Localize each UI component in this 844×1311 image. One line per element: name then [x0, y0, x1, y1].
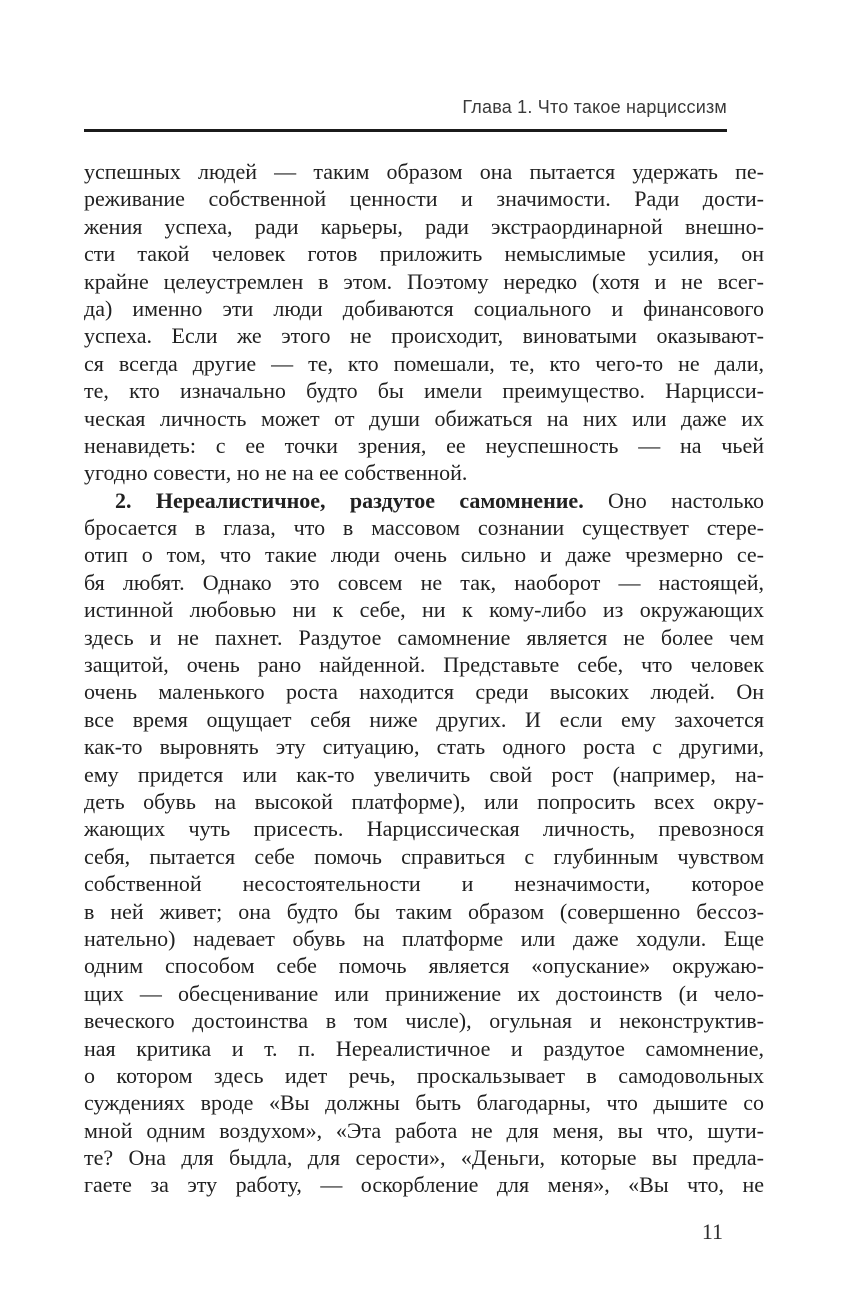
text-line: 2. Нереалистичное, раздутое самомнение. Оно настолько	[115, 487, 764, 513]
text-line: защитой, очень рано найденной. Представьте себе, что человек	[84, 652, 764, 678]
text-line: ся всегда другие — те, кто помешали, те, кто чего-то не дали,	[84, 350, 764, 376]
text-line: щих — обесценивание или принижение их достоинств (и чело-	[84, 980, 764, 1006]
text-line: бросается в глаза, что в массовом сознании существует стере-	[84, 515, 764, 541]
header-rule-divider	[84, 129, 727, 132]
text-line: гаете за эту работу, — оскорбление для меня», «Вы что, не	[84, 1172, 764, 1198]
text-line: как-то выровнять эту ситуацию, стать одного роста с другими,	[84, 734, 764, 760]
text-line: в ней живет; она будто бы таким образом (совершенно бессоз-	[84, 898, 764, 924]
text-line: истинной любовью ни к себе, ни к кому-либо из окружающих	[84, 597, 764, 623]
text-line: жающих чуть присесть. Нарциссическая личность, превознося	[84, 816, 764, 842]
text-line: ческая личность может от души обижаться на них или даже их	[84, 405, 764, 431]
text-line: ненавидеть: с ее точки зрения, ее неуспешность — на чьей	[84, 432, 764, 458]
text-line: успеха. Если же этого не происходит, виноватыми оказывают-	[84, 323, 764, 349]
text-line: угодно совести, но не на ее собственной.	[84, 460, 468, 486]
text-line: бя любят. Однако это совсем не так, наоборот — настоящей,	[84, 569, 764, 595]
text-line: сти такой человек готов приложить немыслимые усилия, он	[84, 241, 764, 267]
text-line: успешных людей — таким образом она пытается удержать пе-	[84, 159, 764, 184]
text-line: реживание собственной ценности и значимости. Ради дости-	[84, 186, 764, 212]
text-line: собственной несостоятельности и незначимости, которое	[84, 871, 764, 897]
text-line: да) именно эти люди добиваются социального и финансового	[84, 295, 764, 321]
text-line: здесь и не пахнет. Раздутое самомнение является не более чем	[84, 624, 764, 650]
text-block	[84, 158, 764, 1199]
text-line: о котором здесь идет речь, проскальзывает в самодовольных	[84, 1062, 764, 1088]
text-line: себя, пытается себе помочь справиться с глубинным чувством	[84, 843, 764, 869]
page-number: 11	[701, 1219, 723, 1244]
text-line: ная критика и т. п. Нереалистичное и раздутое самомнение,	[84, 1035, 764, 1061]
text-line: веческого достоинства в том числе), огульная и неконструктив-	[84, 1008, 764, 1034]
text-line: те? Она для быдла, для серости», «Деньги, которые вы предла-	[84, 1145, 764, 1171]
paragraph-bold-lead: 2. Нереалистичное, раздутое самомнение.	[115, 487, 584, 513]
running-header-chapter-title: Глава 1. Что такое нарциссизм	[462, 97, 727, 117]
text-line: те, кто изначально будто бы имели преимущество. Нарцисси-	[84, 378, 764, 404]
text-line: очень маленького роста находится среди высоких людей. Он	[84, 679, 764, 705]
text-line: нательно) надевает обувь на платформе или даже ходули. Еще	[84, 925, 764, 951]
text-line: мной одним воздухом», «Эта работа не для меня, вы что, шути-	[84, 1117, 764, 1143]
text-line: ему придется или как-то увеличить свой рост (например, на-	[84, 761, 764, 787]
text-line: одним способом себе помочь является «опускание» окружаю-	[84, 953, 764, 979]
text-line: суждениях вроде «Вы должны быть благодарны, что дышите со	[84, 1090, 764, 1116]
text-line: крайне целеустремлен в этом. Поэтому нередко (хотя и не всег-	[84, 268, 764, 294]
text-line: деть обувь на высокой платформе), или попросить всех окру-	[84, 788, 764, 814]
text-line: отип о том, что такие люди очень сильно и даже чрезмерно се-	[84, 542, 764, 568]
text-line: жения успеха, ради карьеры, ради экстраординарной внешно-	[84, 213, 764, 239]
text-line: все время ощущает себя ниже других. И если ему захочется	[84, 706, 764, 732]
